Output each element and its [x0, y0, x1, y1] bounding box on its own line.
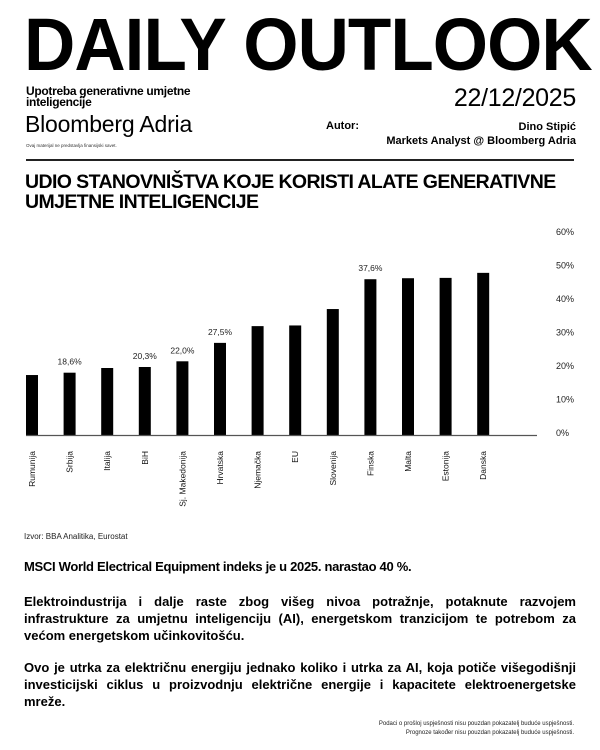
- data-label: 22,0%: [170, 345, 195, 356]
- data-label: 20,3%: [132, 350, 157, 361]
- bar-danska: [477, 273, 489, 435]
- x-tick-label: Srbija: [64, 451, 75, 473]
- x-tick-label: Estonija: [440, 451, 451, 482]
- x-tick-label: Hrvatska: [215, 451, 225, 485]
- brand-logo: Bloomberg Adria: [25, 111, 193, 137]
- headline-paragraph: MSCI World Electrical Equipment indeks je u 2025. narastao 40 %.: [24, 559, 412, 574]
- y-tick-label: 0%: [556, 428, 570, 438]
- body-paragraph-2: Ovo je utrka za električnu energiju jednako koliko i utrka za AI, koja potiče višegodišnji investicijski ciklus u proizvodnju električne energije i kapacitete elektroenergetske mreže.: [24, 660, 576, 709]
- footer-line-1: Podaci o prošloj uspješnosti nisu pouzdan pokazatelj buduće uspješnosti.: [378, 721, 574, 727]
- x-tick-label: BiH: [139, 451, 150, 465]
- bar-malta: [402, 278, 414, 435]
- x-tick-label: Italija: [102, 451, 113, 471]
- x-tick-label: Rumunija: [27, 451, 37, 487]
- author-name: Dino Stipić: [518, 121, 576, 133]
- bar-finska: [364, 279, 376, 435]
- body-paragraph-1: Elektroindustrija i dalje raste zbog višeg nivoa potražnje, potaknute razvojem infrastrukture za umjetnu inteligenciju (AI), energetskom tranzicijom te potrebom za većom energetskom učinkovitošću.: [24, 594, 576, 643]
- bar-njema-ka: [252, 326, 264, 435]
- bar-estonija: [440, 278, 452, 435]
- report-subtitle: Upotreba generativne umjetne inteligencije: [26, 84, 191, 109]
- y-tick-label: 40%: [556, 294, 575, 304]
- x-tick-label: EU: [290, 451, 301, 463]
- y-tick-label: 30%: [556, 327, 575, 338]
- x-tick-label: Sj. Makedonija: [177, 451, 188, 507]
- y-tick-label: 50%: [556, 260, 575, 271]
- footer-disclaimer: [379, 720, 574, 738]
- author-role: Markets Analyst @ Bloomberg Adria: [386, 135, 576, 147]
- header-divider: [26, 159, 574, 161]
- bar-rumunija: [26, 375, 38, 435]
- y-tick-label: 10%: [556, 394, 575, 405]
- x-tick-label: Slovenija: [327, 451, 338, 486]
- bar-bih: [139, 367, 151, 435]
- chart-source: Izvor: BBA Analitika, Eurostat: [24, 532, 128, 541]
- x-tick-label: Njemačka: [252, 451, 263, 489]
- bar-hrvatska: [214, 343, 226, 435]
- y-tick-label: 20%: [556, 361, 575, 371]
- bar-eu: [289, 325, 301, 435]
- disclaimer-note: Ovaj materijal ne predstavlja finansijski savet.: [26, 143, 117, 148]
- x-tick-label: Malta: [403, 451, 413, 472]
- bar-chart: [0, 215, 600, 525]
- bar-italija: [101, 368, 113, 435]
- bar-slovenija: [327, 309, 339, 435]
- author-label: Autor:: [326, 120, 359, 132]
- y-tick-label: 60%: [556, 227, 575, 237]
- data-label: 37,6%: [358, 263, 383, 274]
- x-tick-label: Finska: [365, 451, 376, 477]
- bar-srbija: [64, 373, 76, 435]
- chart-title: UDIO STANOVNIŠTVA KOJE KORISTI ALATE GENERATIVNE UMJETNE INTELIGENCIJE: [25, 171, 556, 213]
- report-title: DAILY OUTLOOK: [24, 3, 592, 86]
- footer-line-2: Prognoze također nisu pouzdan pokazatelj buduće uspješnosti.: [405, 730, 574, 736]
- bar-sj-makedonija: [176, 361, 188, 435]
- data-label: 18,6%: [57, 356, 82, 367]
- data-label: 27,5%: [207, 326, 233, 337]
- report-date: 22/12/2025: [453, 84, 576, 112]
- x-tick-label: Danska: [478, 451, 489, 480]
